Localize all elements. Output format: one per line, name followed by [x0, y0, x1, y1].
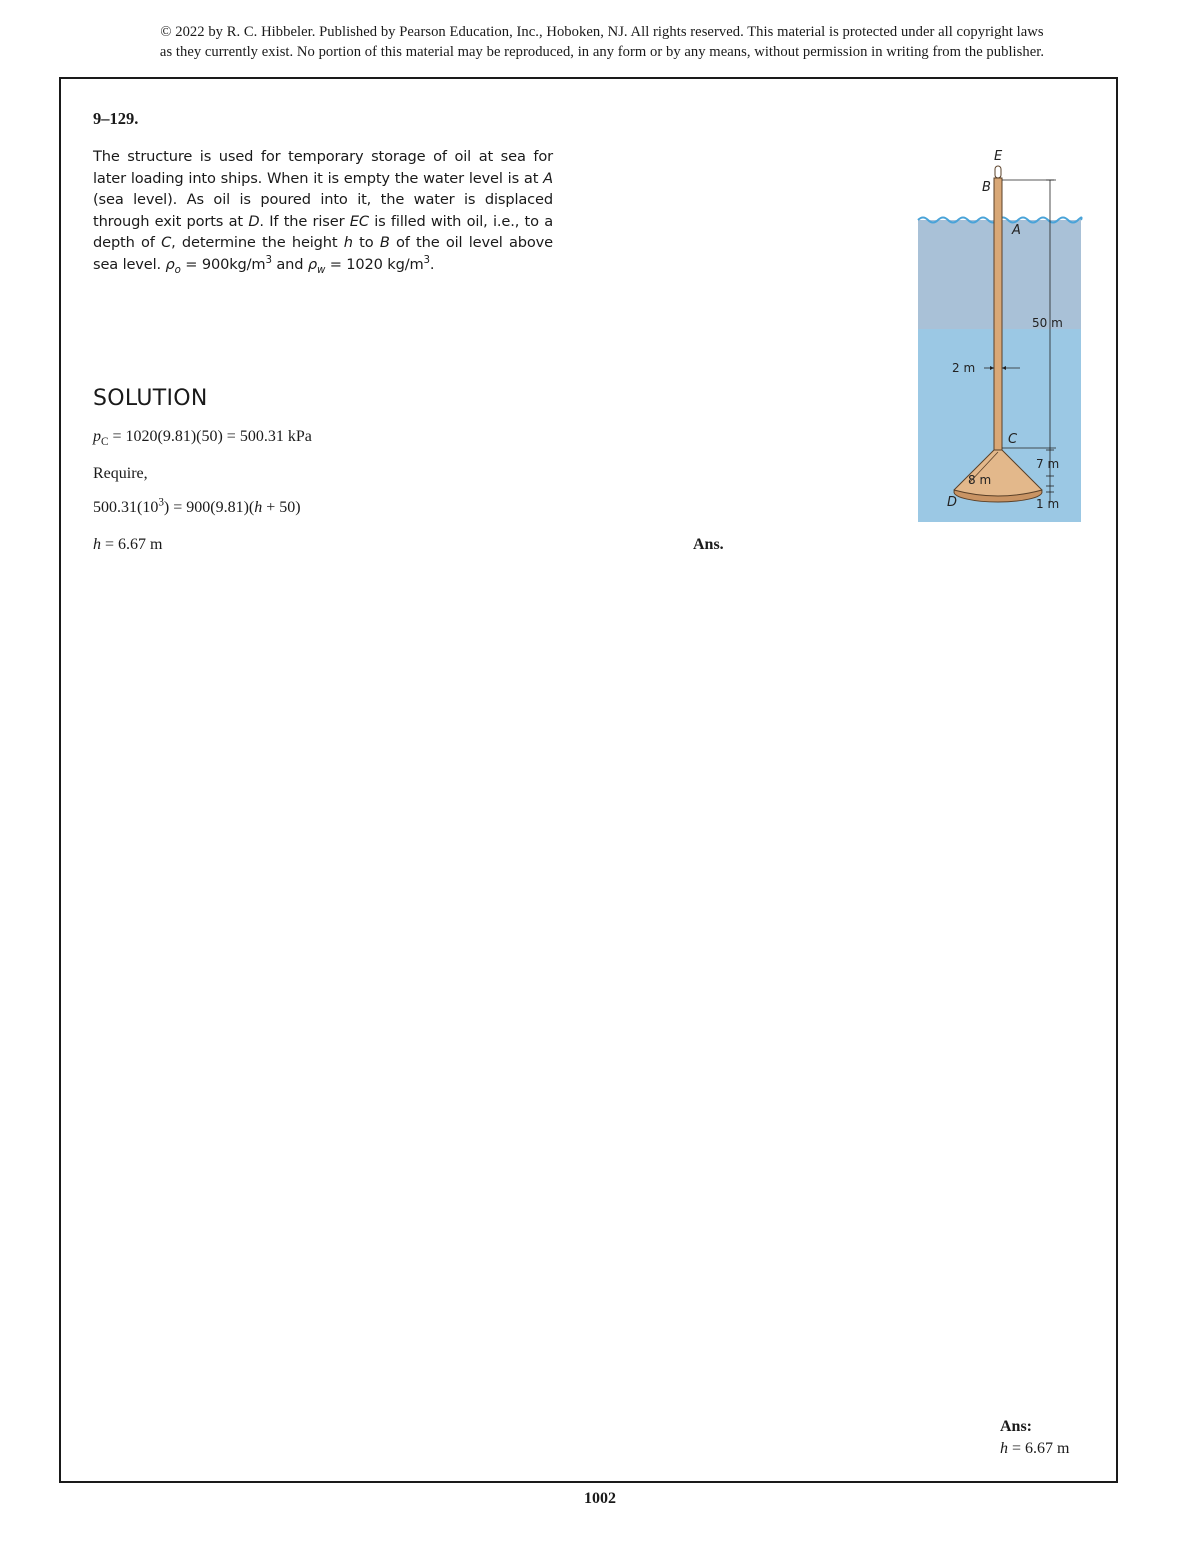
rho-w-symbol: ρ	[307, 255, 317, 273]
label-h: h	[343, 234, 353, 252]
final-answer-value: h = 6.67 m	[1000, 1440, 1070, 1457]
solution-heading: SOLUTION	[93, 386, 208, 411]
problem-statement: The structure is used for temporary storage of oil at sea for later loading into ships. When it is empty the water level is at A (sea level). As oil is poured into it, the water is displaced through exit ports at D. If the riser EC is filled with oil, i.e., to a depth of C, determine the height h to B of the oil level above sea level. $\rho_o = 900kg/m^3$ and $\rho_w = 1020$ $kg/m^3$.	[93, 148, 554, 276]
riser-cap	[995, 166, 1001, 178]
label-a: A	[543, 169, 553, 187]
copyright-line-1: © 2022 by R. C. Hibbeler. Published by Pearson Education, Inc., Hoboken, NJ. All rights reserved. This material is protected under all copyright laws	[160, 24, 1044, 40]
equation-balance: $500.31(10^3) = 900(9.81)(h + 50)$	[93, 496, 301, 516]
figure-label-b: B	[982, 180, 991, 195]
dim-50m: 50 m	[1032, 316, 1063, 330]
dim-2m: 2 m	[952, 361, 976, 375]
equation-result: h = 6.67 m	[93, 536, 163, 553]
rho-o-symbol: ρ	[165, 255, 175, 273]
riser	[994, 178, 1002, 450]
final-answer-label: Ans:	[1000, 1418, 1033, 1435]
page-number: 1002	[584, 1490, 616, 1507]
figure-label-a: A	[1012, 223, 1021, 238]
figure-label-c: C	[1008, 432, 1018, 447]
answer-label-inline: Ans.	[693, 536, 724, 553]
equation-pressure-c: $p_C = 1020(9.81)(50) = 500.31$ kPa	[93, 428, 312, 449]
require-text: Require,	[93, 465, 148, 482]
label-c: C	[161, 234, 172, 252]
oil-storage-figure	[910, 140, 1090, 530]
label-d: D	[248, 212, 260, 230]
copyright-line-2: as they currently exist. No portion of this material may be reproduced, in any form or by any means, without permission in writing from the publisher.	[159, 44, 1045, 60]
label-ec: EC	[349, 212, 369, 230]
figure-label-e: E	[994, 149, 1003, 164]
label-b: B	[379, 234, 390, 252]
copyright-notice	[62, 22, 1142, 62]
problem-number: 9–129.	[93, 109, 139, 128]
dim-1m: 1 m	[1036, 497, 1060, 511]
dim-8m: 8 m	[968, 473, 992, 487]
dim-7m: 7 m	[1036, 457, 1060, 471]
figure-label-d: D	[947, 495, 958, 510]
